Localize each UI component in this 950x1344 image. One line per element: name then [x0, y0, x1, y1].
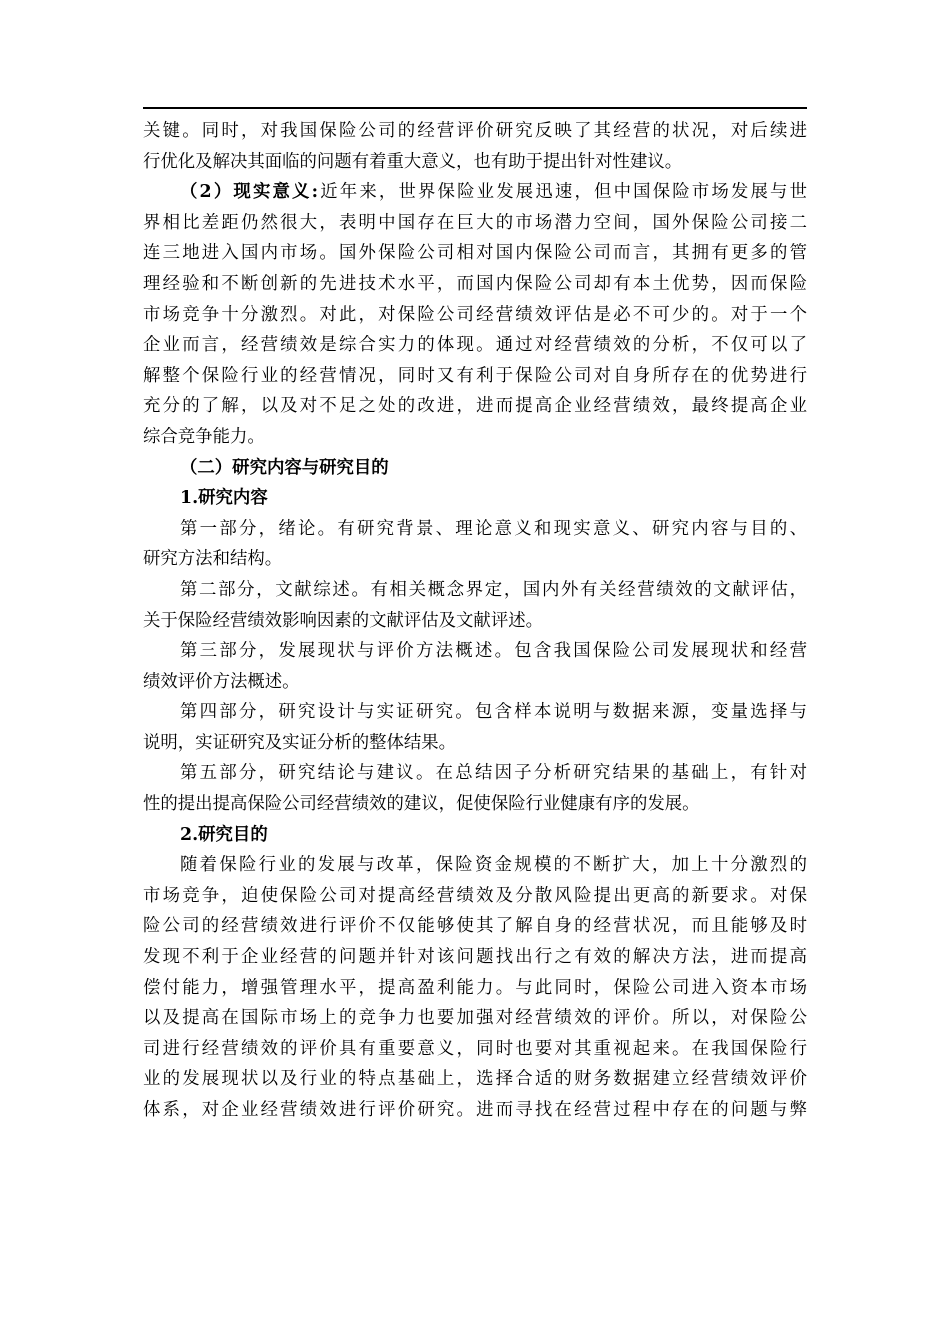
text-line: 绩效评价方法概述。 — [143, 671, 300, 692]
text-line: 解整个保险行业的经营情况，同时又有利于保险公司对自身所存在的优势进行 — [143, 365, 807, 386]
text-line: 行优化及解决其面临的问题有着重大意义，也有助于提出针对性建议。 — [143, 151, 683, 172]
paragraph-label: （2）现实意义: — [180, 182, 319, 203]
paragraph-part-three — [143, 636, 807, 697]
text-run: 近年来，世界保险业发展迅速，但中国保险市场发展与世 — [318, 182, 807, 203]
text-line: 司进行经营绩效的评价具有重要意义，同时也要对其重视起来。在我国保险行 — [143, 1038, 807, 1059]
paragraph-research-purpose — [143, 850, 807, 1125]
text-line: 偿付能力，增强管理水平，提高盈利能力。与此同时，保险公司进入资本市场 — [143, 977, 807, 998]
text-line: 发现不利于企业经营的问题并针对该问题找出行之有效的解决方法，进而提高 — [143, 947, 807, 968]
text-line: 研究方法和结构。 — [143, 549, 283, 570]
text-line: 关键。同时，对我国保险公司的经营评价研究反映了其经营的状况，对后续进 — [143, 121, 807, 141]
text-line: 充分的了解，以及对不足之处的改进，进而提高企业经营绩效，最终提高企业 — [143, 396, 807, 417]
text-line: 体系，对企业经营绩效进行评价研究。进而寻找在经营过程中存在的问题与弊 — [143, 1100, 807, 1120]
text-line: 以及提高在国际市场上的竞争力也要加强对经营绩效的评价。所以，对保险公 — [143, 1008, 807, 1029]
subsection-heading: 1.研究内容 — [180, 488, 268, 509]
header-rule — [143, 107, 807, 109]
subsection-heading: 2.研究目的 — [180, 824, 268, 845]
text-line: 随着保险行业的发展与改革，保险资金规模的不断扩大，加上十分激烈的 — [180, 855, 807, 876]
text-line: 理经验和不断创新的先进技术水平，而国内保险公司却有本土优势，因而保险 — [143, 273, 807, 294]
text-line: 业的发展现状以及行业的特点基础上，选择合适的财务数据建立经营绩效评价 — [143, 1069, 807, 1090]
text-line: 市场竞争十分激烈。对此，对保险公司经营绩效评估是必不可少的。对于一个 — [143, 304, 807, 325]
text-line: 第二部分，文献综述。有相关概念界定，国内外有关经营绩效的文献评估， — [180, 579, 807, 600]
paragraph-part-two — [143, 575, 807, 636]
section-heading: （二）研究内容与研究目的 — [180, 457, 389, 478]
paragraph-part-four — [143, 697, 807, 758]
text-line: 界相比差距仍然很大，表明中国存在巨大的市场潜力空间，国外保险公司接二 — [143, 212, 807, 233]
text-line: 说明，实证研究及实证分析的整体结果。 — [143, 732, 457, 753]
text-line: 第五部分，研究结论与建议。在总结因子分析研究结果的基础上，有针对 — [180, 763, 807, 784]
text-line: 连三地进入国内市场。国外保险公司相对国内保险公司而言，其拥有更多的管 — [143, 243, 807, 264]
text-line: 关于保险经营绩效影响因素的文献评估及文献评述。 — [143, 610, 543, 631]
text-line: 第一部分，绪论。有研究背景、理论意义和现实意义、研究内容与目的、 — [180, 518, 807, 539]
text-line: 第四部分，研究设计与实证研究。包含样本说明与数据来源，变量选择与 — [180, 702, 807, 723]
text-line: 企业而言，经营绩效是综合实力的体现。通过对经营绩效的分析，不仅可以了 — [143, 335, 807, 356]
text-line: 性的提出提高保险公司经营绩效的建议，促使保险行业健康有序的发展。 — [143, 794, 700, 815]
text-line: 险公司的经营绩效进行评价不仅能够使其了解自身的经营状况，而且能够及时 — [143, 916, 807, 937]
text-line: 市场竞争，迫使保险公司对提高经营绩效及分散风险提出更高的新要求。对保 — [143, 885, 807, 906]
text-line: 第三部分，发展现状与评价方法概述。包含我国保险公司发展现状和经营 — [180, 641, 807, 662]
paragraph-continuation — [143, 116, 807, 177]
paragraph-part-five — [143, 758, 807, 819]
text-line — [143, 177, 807, 208]
text-line: 综合竞争能力。 — [143, 426, 265, 447]
document-body — [143, 116, 807, 1126]
paragraph-practical-significance — [143, 177, 807, 452]
paragraph-part-one — [143, 514, 807, 575]
